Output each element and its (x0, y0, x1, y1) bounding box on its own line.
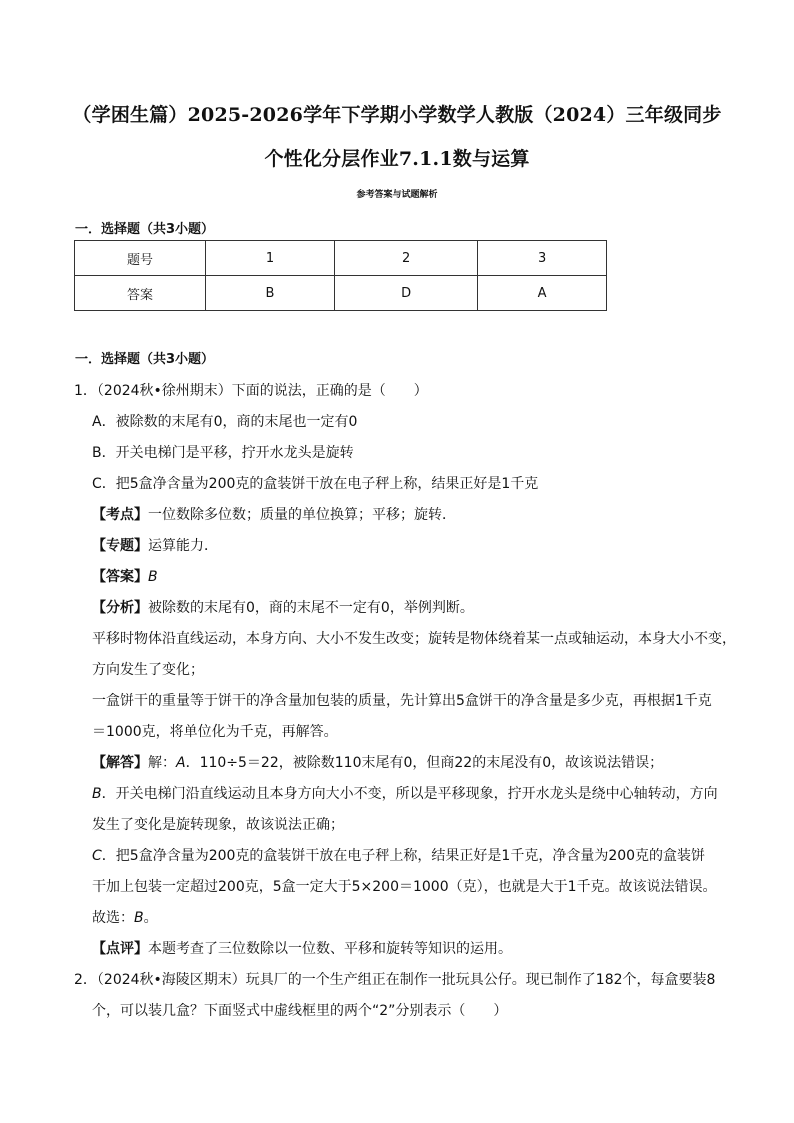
fenxi-tag: 【分析】 (92, 600, 148, 616)
table-cell: 3 (478, 241, 607, 276)
question-content (74, 376, 736, 1027)
option-a: A．被除数的末尾有0，商的末尾也一定有0 (92, 414, 358, 430)
answer-line (74, 562, 720, 593)
jieda-tag: 【解答】 (92, 755, 148, 771)
zhuanti-tag: 【专题】 (92, 538, 148, 554)
jieda-line-2 (74, 779, 720, 810)
jieda-line-5: 干加上包装一定超过200克，5盒一定大于5×200＝1000（克），也就是大于1千克。故该说法错误。 (92, 879, 717, 895)
document-subtitle: 参考答案与试题解析 (356, 190, 438, 200)
jieda-prefix: 解： (148, 755, 176, 771)
detail-section-heading: 一．选择题（共3小题） (75, 352, 215, 367)
dianping-tag: 【点评】 (92, 941, 148, 957)
table-row (75, 241, 607, 276)
fenxi-line-2: 平移时物体沿直线运动，本身方向、大小不发生改变；旋转是物体绕着某一点或轴运动，本身大小不变， (92, 631, 736, 647)
table-cell: 题号 (75, 241, 206, 276)
answer-table (74, 240, 607, 311)
zhuanti-line (74, 531, 720, 562)
jieda-letter: B (92, 786, 102, 802)
fenxi-text: 被除数的末尾有0，商的末尾不一定有0，举例判断。 (148, 600, 474, 616)
jieda-line-3: 发生了变化是旋转现象，故该说法正确； (92, 817, 344, 833)
fenxi-line-5: ＝1000克，将单位化为千克，再解答。 (92, 724, 338, 740)
option-b: B．开关电梯门是平移，拧开水龙头是旋转 (92, 445, 354, 461)
jieda-letter: A (176, 755, 186, 771)
table-cell: A (478, 276, 607, 311)
table-cell: 答案 (75, 276, 206, 311)
table-row (75, 276, 607, 311)
jieda-letter: C (92, 848, 102, 864)
answer-section-heading: 一．选择题（共3小题） (75, 222, 215, 237)
table-cell: 1 (206, 241, 335, 276)
answer-value: B (148, 569, 158, 585)
answer-tag: 【答案】 (92, 569, 148, 585)
document-title-line1: （学困生篇）2025-2026学年下学期小学数学人教版（2024）三年级同步 (72, 104, 722, 126)
question-2-stem: 2．（2024秋•海陵区期末）玩具厂的一个生产组正在制作一批玩具公仔。现已制作了182个，每盒要装8 (74, 972, 716, 988)
table-cell: 2 (334, 241, 477, 276)
jieda-text: ．开关电梯门沿直线运动且本身方向大小不变，所以是平移现象，拧开水龙头是绕中心轴转动，方向 (101, 786, 718, 802)
dianping-line (74, 934, 720, 965)
jieda-text: 故选： (92, 910, 134, 926)
table-cell: B (206, 276, 335, 311)
jieda-text: ．把5盒净含量为200克的盒装饼干放在电子秤上称，结果正好是1千克，净含量为200克的盒装饼 (101, 848, 706, 864)
question-1-stem: 1．（2024秋•徐州期末）下面的说法，正确的是（ ） (74, 383, 428, 399)
kaodian-text: 一位数除多位数；质量的单位换算；平移；旋转． (148, 507, 456, 523)
document-title-line2: 个性化分层作业7.1.1数与运算 (264, 148, 530, 170)
jieda-text: ．110÷5＝22，被除数110末尾有0，但商22的末尾没有0，故该说法错误； (185, 755, 664, 771)
option-c: C．把5盒净含量为200克的盒装饼干放在电子秤上称，结果正好是1千克 (92, 476, 539, 492)
fenxi-line (74, 593, 720, 624)
table-cell: D (334, 276, 477, 311)
jieda-line-1 (74, 748, 720, 779)
zhuanti-text: 运算能力． (148, 538, 218, 554)
dianping-text: 本题考查了三位数除以一位数、平移和旋转等知识的运用。 (148, 941, 512, 957)
jieda-line-6 (74, 903, 720, 934)
jieda-letter: B (134, 910, 144, 926)
fenxi-line-4: 一盒饼干的重量等于饼干的净含量加包装的质量，先计算出5盒饼干的净含量是多少克，再根据1千克 (92, 693, 712, 709)
fenxi-line-3: 方向发生了变化； (92, 662, 204, 678)
jieda-line-4 (74, 841, 720, 872)
kaodian-tag: 【考点】 (92, 507, 148, 523)
jieda-text: 。 (143, 910, 158, 926)
kaodian-line (74, 500, 720, 531)
question-2-stem-2: 个，可以装几盒？下面竖式中虚线框里的两个“2”分别表示（ ） (92, 1003, 508, 1019)
